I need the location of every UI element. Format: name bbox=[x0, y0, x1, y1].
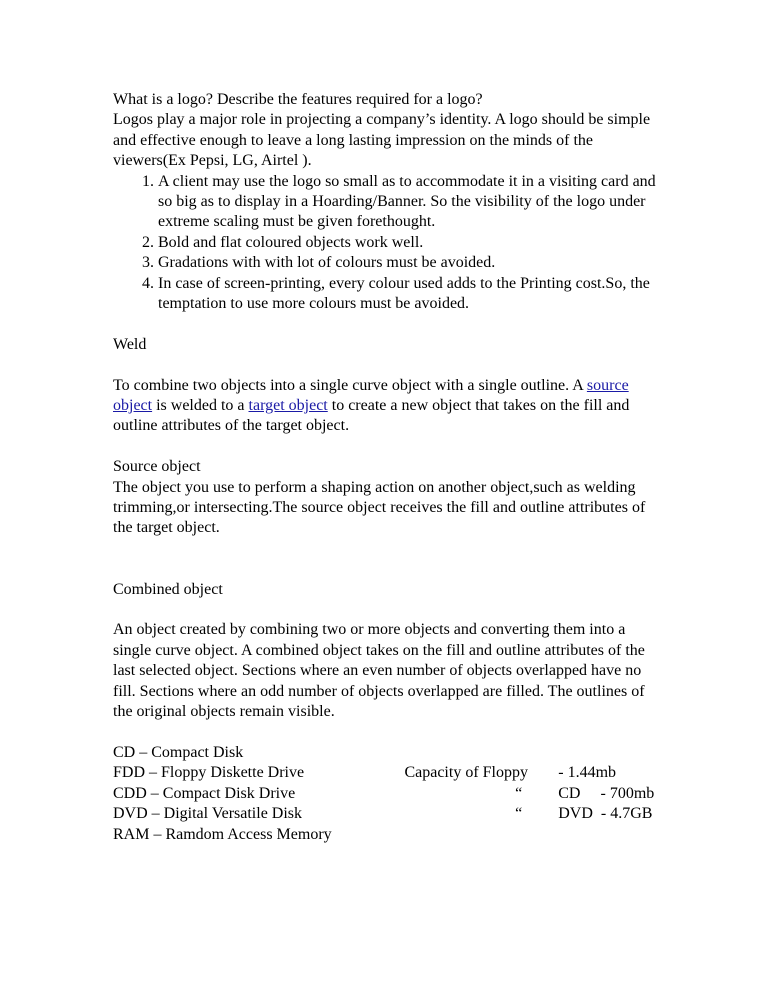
combined-object-text: An object created by combining two or more objects and converting them into a single curve object. A combined object takes on the fill and outline attributes of the last selected object. Sections where an even number of objects overlapped have no fill. Sections where an odd number of objects overlapped are filled. The outlines of the original objects remain visible. bbox=[113, 621, 645, 721]
logo-question: What is a logo? Describe the features required for a logo? bbox=[113, 91, 483, 108]
table-row bbox=[113, 743, 658, 763]
source-object-heading: Source object bbox=[113, 458, 201, 476]
cd-capacity-label: CD bbox=[558, 784, 581, 802]
logo-point: 4. In case of screen-printing, every colour used adds to the Printing cost.So, the temptation to use more colours must be avoided. bbox=[158, 274, 658, 315]
spacer bbox=[113, 600, 658, 620]
combined-object-heading: Combined object bbox=[113, 580, 223, 598]
logo-points-list bbox=[113, 172, 658, 315]
cd-capacity-value: - 700mb bbox=[600, 784, 655, 802]
weld-text-part: To combine two objects into a single curve object with a single outline. A bbox=[113, 376, 587, 394]
weld-text-part: to create a new object that takes on the fill and outline attributes of the target object. bbox=[113, 397, 630, 435]
dvd-capacity bbox=[558, 804, 658, 824]
table-row bbox=[113, 804, 658, 824]
abbreviation-cdd: CDD – Compact Disk Drive bbox=[113, 784, 296, 802]
spacer bbox=[113, 539, 658, 559]
ditto-mark: “ bbox=[515, 784, 523, 802]
spacer bbox=[113, 559, 658, 579]
weld-heading: Weld bbox=[113, 335, 147, 353]
spacer bbox=[113, 355, 658, 375]
cd-capacity bbox=[558, 784, 658, 804]
source-object-text: The object you use to perform a shaping action on another object,such as welding trimming,or intersecting.The source object receives the fill and outline attributes of the target object. bbox=[113, 478, 646, 537]
abbreviation-fdd: FDD – Floppy Diskette Drive bbox=[113, 764, 305, 782]
ditto-mark: “ bbox=[515, 805, 523, 823]
dvd-capacity-label: DVD bbox=[558, 805, 593, 823]
table-row bbox=[113, 784, 658, 804]
floppy-capacity-value: - 1.44mb bbox=[558, 764, 617, 782]
dvd-capacity-value: - 4.7GB bbox=[600, 805, 653, 823]
abbreviation-ram: RAM – Ramdom Access Memory bbox=[113, 825, 332, 843]
spacer bbox=[113, 314, 658, 334]
logo-point: 1. A client may use the logo so small as to accommodate it in a visiting card and so big as to display in a Hoarding/Banner. So the visibility of the logo under extreme scaling must be given forethought. bbox=[158, 172, 658, 233]
abbreviation-dvd: DVD – Digital Versatile Disk bbox=[113, 805, 303, 823]
weld-text-part: is welded to a bbox=[152, 397, 249, 415]
spacer bbox=[113, 723, 658, 743]
document-page bbox=[113, 90, 658, 845]
logo-intro: Logos play a major role in projecting a company’s identity. A logo should be simple and effective enough to leave a long lasting impression on the minds of the viewers(Ex Pepsi, LG, Airtel ). bbox=[113, 111, 651, 170]
spacer bbox=[113, 437, 658, 457]
source-object-link[interactable]: source object bbox=[113, 376, 629, 415]
target-object-link[interactable]: target object bbox=[248, 397, 328, 415]
table-row bbox=[113, 763, 658, 783]
table-row bbox=[113, 825, 658, 845]
logo-point: 2. Bold and flat coloured objects work well. bbox=[158, 233, 658, 253]
floppy-capacity-label: Capacity of Floppy bbox=[404, 764, 528, 782]
weld-paragraph bbox=[113, 376, 658, 437]
abbreviation-table bbox=[113, 743, 658, 845]
abbreviation-cd: CD – Compact Disk bbox=[113, 743, 244, 761]
logo-point: 3. Gradations with with lot of colours must be avoided. bbox=[158, 253, 658, 273]
